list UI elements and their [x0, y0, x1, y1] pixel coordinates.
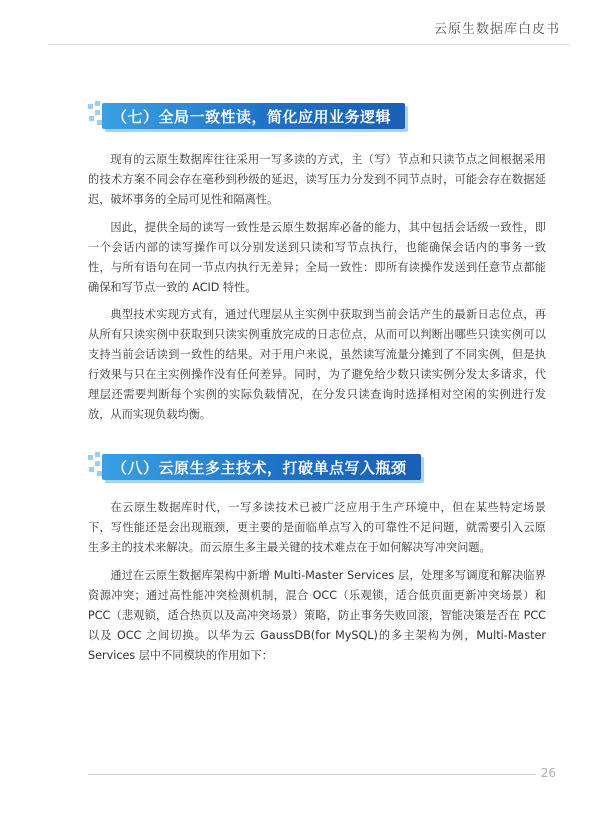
section-7-paragraph-2: 因此，提供全局的读写一致性是云原生数据库必备的能力，其中包括会话级一致性，即一个会话内部的读写操作可以分别发送到只读和写节点执行，也能确保会话内的事务一致性，与所有语句在同一节点内执行无差异；全局一致性：即所有读操作发送到任意节点都能确保和写节点一致的 ACID 特性。 [88, 221, 546, 294]
section-7-paragraph-3: 典型技术实现方式有，通过代理层从主实例中获取到当前会话产生的最新日志位点，再从所有只读实例中获取到只读实例重放完成的日志位点，从而可以判断出哪些只读实例可以支持当前会话读到一致性的结果。对于用户来说，虽然读写流量分摊到了不同实例，但是执行效果与只在主实例操作没有任何差异。同时，为了避免给少数只读实例分发太多请求，代理层还需要判断每个实例的实际负载情况，在分发只读查询时选择相对空闲的实例进行发放，从而实现负载均衡。 [88, 308, 546, 421]
section-8-paragraph-2: 通过在云原生数据库架构中新增 Multi-Master Services 层，处理多写调度和解决临界资源冲突；通过高性能冲突检测机制，混合 OCC（乐观锁，适合低页面更新冲突场景）和 PCC（悲观锁，适合热页以及高冲突场景）策略，防止事务失败回滚，智能决策是否在 PCC 以及 OCC 之间切换。以华为云 GaussDB(for MySQL)的多主架构为例，Multi-Master Services 层中不同模块的作用如下： [88, 569, 546, 662]
section-8-paragraph-1: 在云原生数据库时代，一写多读技术已被广泛应用于生产环境中，但在某些特定场景下，写性能还是会出现瓶颈，更主要的是面临单点写入的可靠性不足问题，就需要引入云原生多主的技术来解决。而云原生多主最关键的技术难点在于如何解决写冲突问题。 [88, 501, 546, 554]
page-number: 26 [540, 766, 556, 780]
section-8-banner [96, 450, 421, 484]
footer-divider [88, 774, 536, 775]
section-7-banner [96, 99, 405, 133]
section-7-heading: （七）全局一致性读，简化应用业务逻辑 [102, 103, 405, 129]
section-8-heading: （八）云原生多主技术，打破单点写入瓶颈 [102, 454, 421, 480]
header-divider [48, 44, 570, 45]
section-7-paragraph-1: 现有的云原生数据库往往采用一写多读的方式，主（写）节点和只读节点之间根据采用的技术方案不同会存在毫秒到秒级的延迟，读写压力分发到不同节点时，可能会存在数据延迟，破坏事务的全局可见性和隔离性。 [88, 153, 546, 206]
page-header-title: 云原生数据库白皮书 [433, 22, 560, 37]
